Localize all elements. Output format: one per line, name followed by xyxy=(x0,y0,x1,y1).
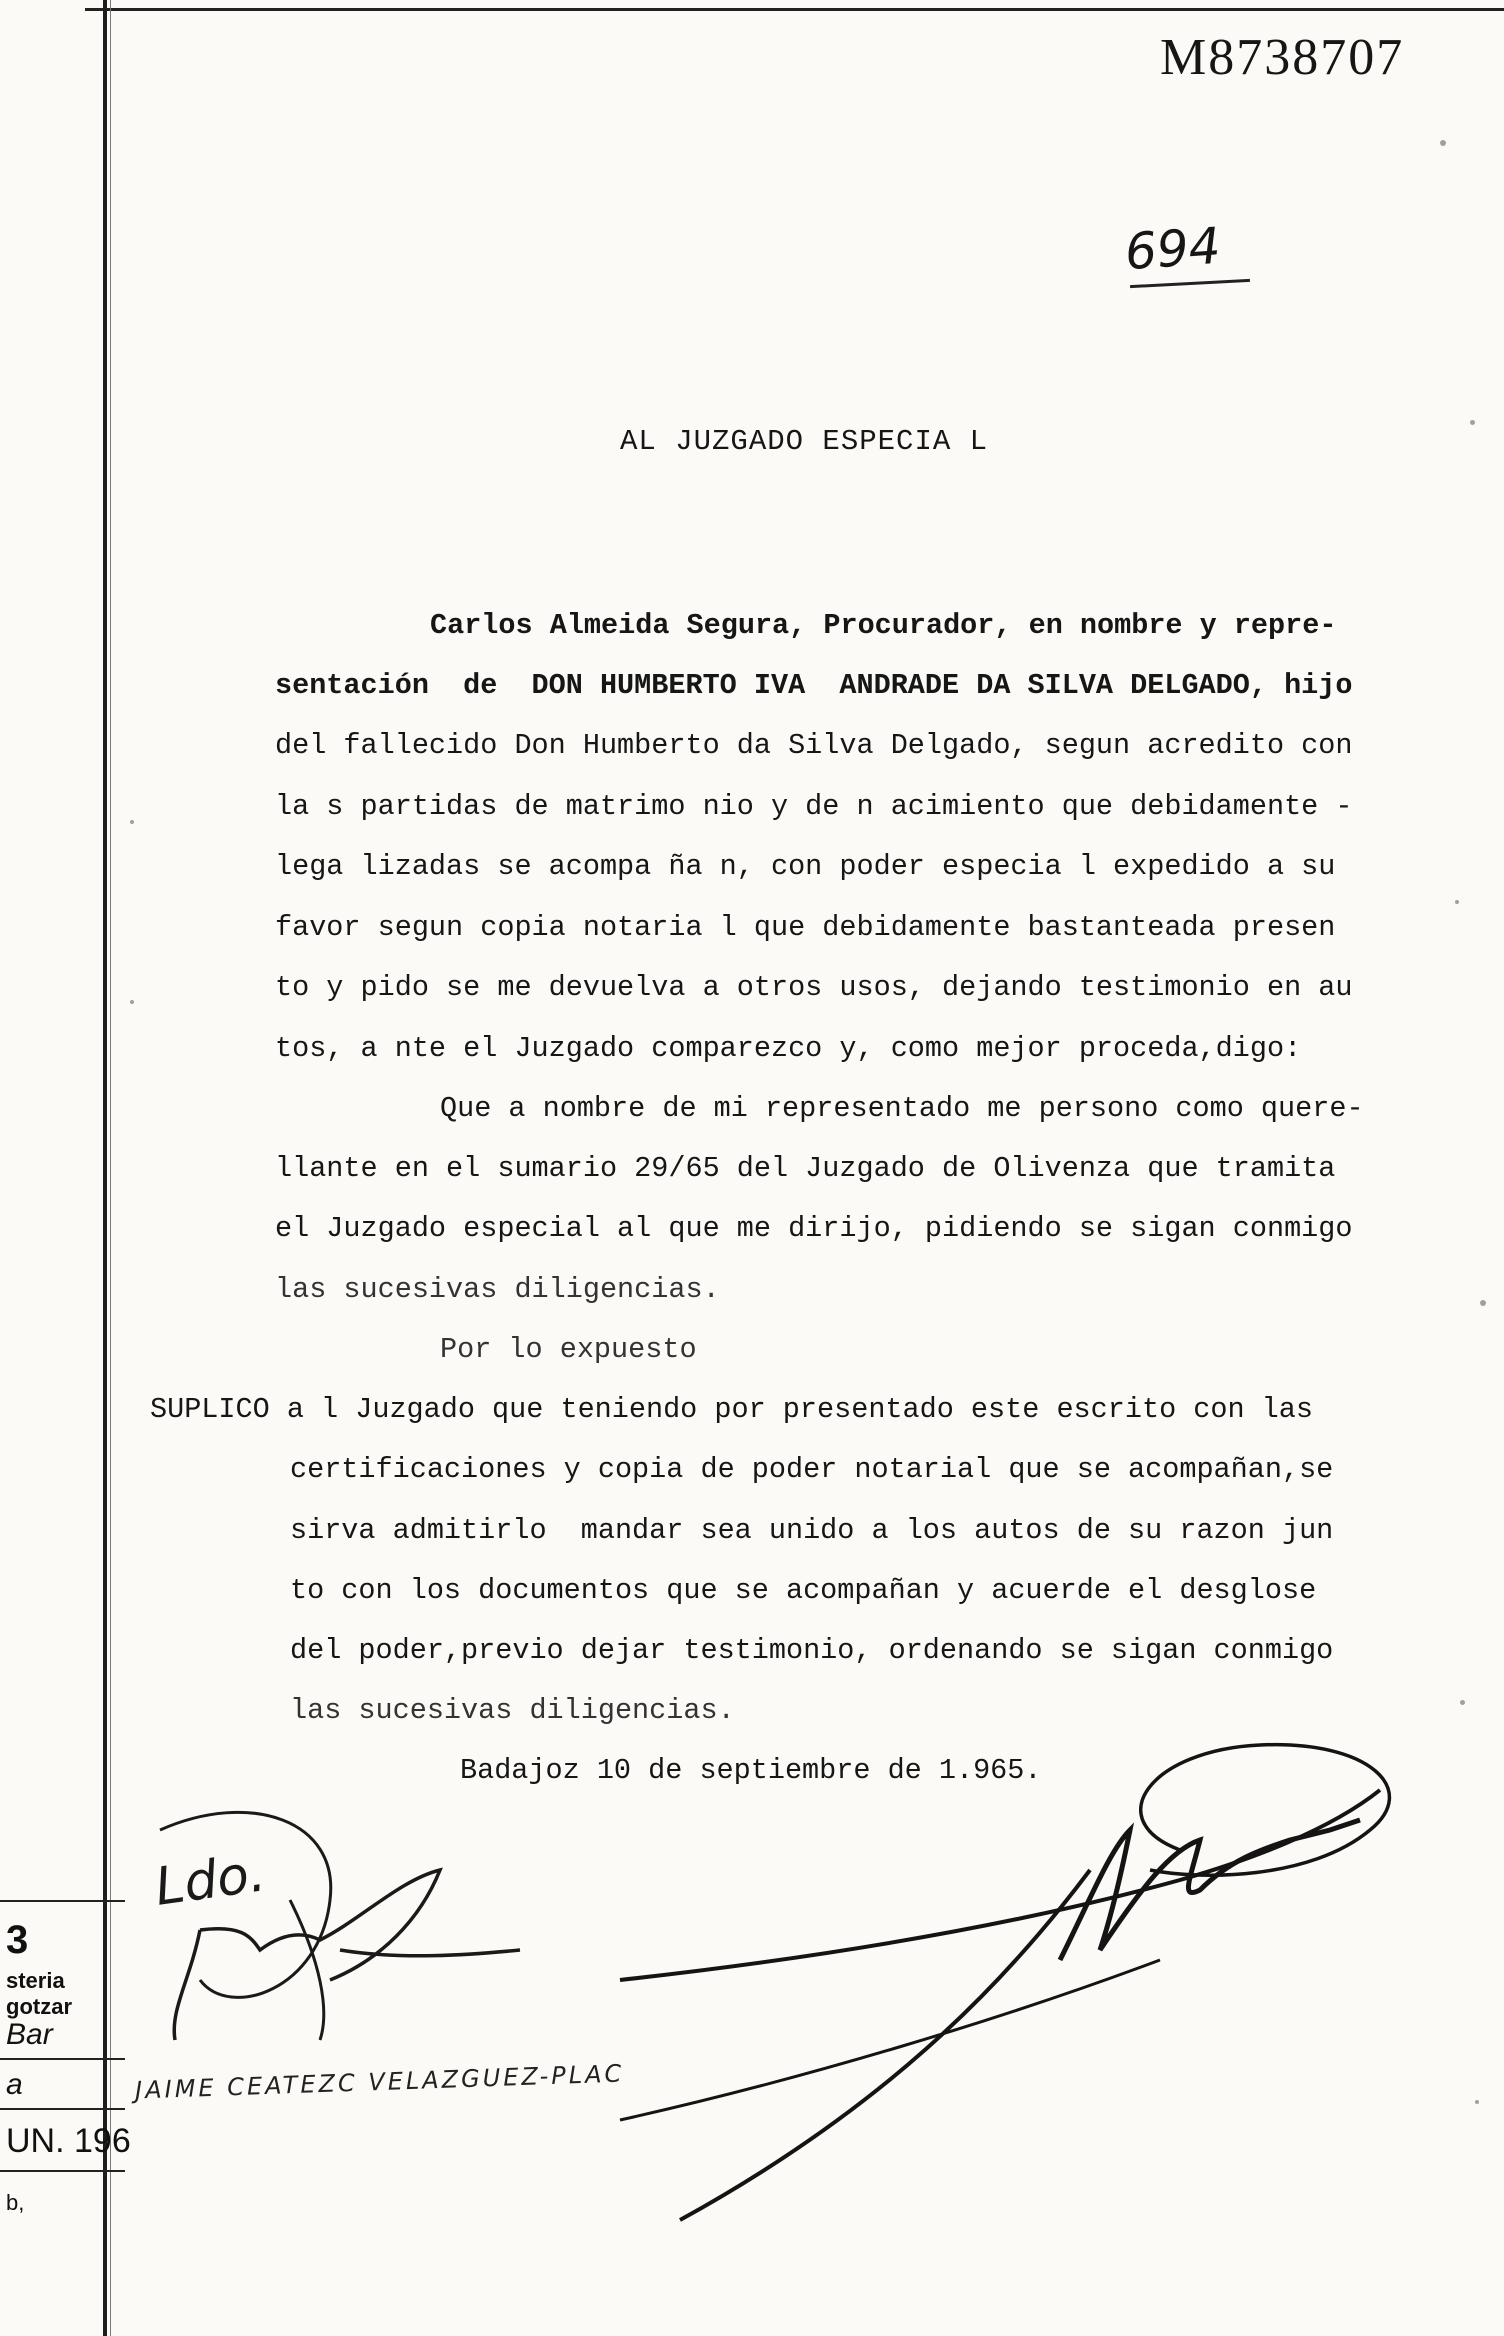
stamp-text: steria xyxy=(6,1968,65,1993)
right-signature-scrawl xyxy=(1060,1820,1360,1960)
body-line: las sucesivas diligencias. xyxy=(275,1273,720,1306)
stamp-rule xyxy=(0,2170,125,2172)
right-signature-underline xyxy=(620,1790,1380,1980)
body-line: la s partidas de matrimo nio y de n acimiento que debidamente - xyxy=(275,790,1353,823)
document-heading: AL JUZGADO ESPECIA L xyxy=(620,425,989,458)
body-line: to y pido se me devuelva a otros usos, dejando testimonio en au xyxy=(275,971,1353,1004)
stamp-text: gotzar xyxy=(6,1994,72,2019)
right-signature-long-stroke xyxy=(680,1870,1090,2220)
body-line: llante en el sumario 29/65 del Juzgado de Olivenza que tramita xyxy=(275,1152,1336,1185)
body-line: Que a nombre de mi representado me persono como quere- xyxy=(440,1092,1364,1125)
body-line: certificaciones y copia de poder notarial que se acompañan,se xyxy=(290,1453,1334,1486)
right-signature-stroke xyxy=(620,1960,1160,2120)
body-line: Por lo expuesto xyxy=(440,1333,697,1366)
stamp-text: Bar xyxy=(6,2018,53,2051)
body-line: las sucesivas diligencias. xyxy=(290,1694,735,1727)
body-line: SUPLICO a l Juzgado que teniendo por presentado este escrito con las xyxy=(150,1393,1313,1426)
body-line: sirva admitirlo mandar sea unido a los autos de su razon jun xyxy=(290,1514,1334,1547)
ldo-mark: Ldo. xyxy=(151,1843,270,1918)
stamp-rule xyxy=(0,1900,125,1902)
body-line: to con los documentos que se acompañan y acuerde el desglose xyxy=(290,1574,1317,1607)
document-number: M8738707 xyxy=(1160,29,1405,86)
stamp-text: a xyxy=(6,2068,23,2101)
body-line: tos, a nte el Juzgado comparezco y, como mejor proceda,digo: xyxy=(275,1032,1302,1065)
stamp-text: 3 xyxy=(6,1918,29,1962)
body-line: sentación de DON HUMBERTO IVA ANDRADE DA SILVA DELGADO, hijo xyxy=(275,669,1353,702)
body-line: Carlos Almeida Segura, Procurador, en nombre y repre- xyxy=(430,609,1337,642)
left-signature-stroke xyxy=(290,1900,324,2040)
body-line: el Juzgado especial al que me dirijo, pidiendo se sigan conmigo xyxy=(275,1212,1353,1245)
body-line: del poder,previo dejar testimonio, ordenando se sigan conmigo xyxy=(290,1634,1334,1667)
printed-signatory-name: JAIME CEATEZC VELAZGUEZ-PLAC xyxy=(134,2059,625,2105)
stamp-rule xyxy=(0,2108,125,2110)
folio-number: 694 xyxy=(1123,216,1223,282)
body-line: favor segun copia notaria l que debidamente bastanteada presen xyxy=(275,911,1336,944)
body-line: lega lizadas se acompa ña n, con poder especia l expedido a su xyxy=(275,850,1336,883)
body-line: del fallecido Don Humberto da Silva Delgado, segun acredito con xyxy=(275,729,1353,762)
stamp-text: b, xyxy=(6,2190,25,2215)
stamp-rule xyxy=(0,2058,125,2060)
stamp-text: UN. 196 xyxy=(6,2122,131,2160)
date-line: Badajoz 10 de septiembre de 1.965. xyxy=(460,1754,1042,1787)
margin-stamp xyxy=(0,1900,131,2310)
